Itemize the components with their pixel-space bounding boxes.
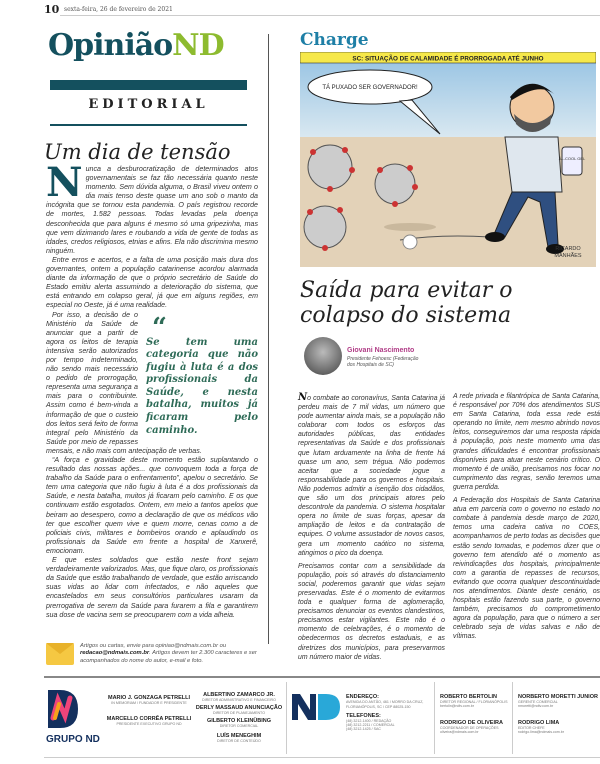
logo-part-opiniao: Opinião <box>48 28 173 63</box>
footer-divider <box>434 682 435 754</box>
alcohol-gel-bottle <box>562 147 582 175</box>
section-bar <box>50 80 247 90</box>
contact-email-link[interactable]: redacao@ndmais.com.br <box>80 650 150 657</box>
footer-bottom-rule <box>44 757 600 758</box>
top-rule <box>60 15 600 16</box>
article-paragraph: Precisamos contar com a sensibilidade da população, pois só através do distanciamento social, poderemos garantir que vidas sejam preservadas. Este é o momento de evitarmos toda e qualquer forma de aglomeração, precisamos denunciar os eventos clandestinos, precisamos estar vigilantes. Este não é o momento de celebrações, é o momento de obedecermos os decretos estaduais, e as diretrizes dos municípios, para preservarmos um número maior de vidas. <box>298 562 445 661</box>
cartoon <box>300 52 596 267</box>
editorial-paragraph: Entre erros e acertos, e a falta de uma posição mais dura dos governantes, ontem a população catarinense acordou alarmada diante da informação de que o próprio secretário de Saúde do Estado emitiu alerta assumindo a deterioração do sistema, que está entrando em colapso geral, já que em alguns regiões, em especial no Oeste, já é uma realidade. <box>46 255 258 310</box>
charge-label: Charge <box>300 30 369 50</box>
article-title: Saída para evitar o colapso do sistema <box>300 278 513 328</box>
envelope-icon <box>46 643 74 665</box>
footer-staff: RODRIGO DE OLIVEIRA COORDENADOR DE OPERAÇÕES oliveira@ndmais.com.br <box>440 720 503 734</box>
article-paragraph: A rede privada e filantrópica de Santa Catarina, é responsável por 70% dos atendimentos SUS em Santa Catarina, toda essa rede está operando no limite, nem mesmo abrindo novos leitos, conseguiremos dar uma resposta rápida à população, pois neste momento uma das grandes dificuldades é encontrar profissionais disponíveis para atuar neste cenário crítico. O momento é de união, precisamos nos focar no cumprimento das regras, senão teremos uma guerra perdida. <box>453 393 600 491</box>
editorial-label: EDITORIAL <box>88 97 209 112</box>
issue-date: sexta-feira, 26 de fevereiro de 2021 <box>64 6 173 13</box>
footer-divider <box>512 682 513 754</box>
author-photo <box>304 337 342 375</box>
staff-email[interactable]: nmoretti@ndtv.com.br <box>518 704 554 708</box>
editorial-paragraph: E que estes soldados que estão neste front sejam verdadeiramente valorizados. Mas, que fique claro, os profissionais da Saúde que estão trabalhando de verdade, que estão arriscando suas vidas ao lidar com infectados, e não aqueles que encastelados em seus consultórios particulares usaram da prerrogativa de serem da Saúde para furarem a fila e garantirem sua dose de vacina sem se preocuparem com a vida alheia. <box>46 556 258 619</box>
editorial-paragraph: Nunca a desburocratização de determinados atos governamentais se faz tão necessária quanto neste momento. Sem dúvida alguma, o Brasil viveu ontem o dia mais tenso deste quase um ano sob o manto da incógnita que se tornou esta pandemia. O país registrou recorde de mortes, 1.582 pessoas. Todas levadas pela doença desconhecida que para alguns é mesmo só uma gripezinha, mas que vem dizimando lares e roubando a vida de gente de todas as idades, credos religiosos, etnias e afins. Ela não discrimina mesmo ninguém. <box>46 159 258 255</box>
footer-person: ALBERTINO ZAMARCO JR. DIRETOR ADMINISTRATIVO E FINANCEIRO <box>202 692 276 702</box>
footer-address: ENDEREÇO: AVENIDA DO ANTÃO, 461 / MORRO DA CRUZ, FLORIANÓPOLIS, SC / CEP 88025-150 TELEFONES: (48) 3212-1400 / REDAÇÃO (48) 3212-2211 / COMERCIAL (48) 3212-1425 / SAC <box>346 694 424 732</box>
footer-person: MARCELLO CORRÊA PETRELLI PRESIDENTE EXECUTIVO GRUPO ND <box>106 716 192 726</box>
column-divider <box>268 34 269 644</box>
cartoonist-signature: MANHÃES <box>554 253 582 259</box>
pull-quote: “ Se tem uma categoria que não fugiu à luta é a dos profissionais da Saúde, e nesta batalha, muitos já ficaram pelo caminho. <box>146 312 258 436</box>
footer-person: DERLY MASSAUD ANUNCIAÇÃO DIRETOR DE PLANEJAMENTO <box>195 705 283 715</box>
dust-cloud <box>403 235 417 249</box>
drop-cap: N <box>46 159 83 206</box>
footer-divider <box>286 682 287 754</box>
drop-cap: N <box>298 392 308 403</box>
article-paragraph: A Federação dos Hospitais de Santa Catarina atua em parceria com o governo no estado no combate à pandemia desde março de 2020, temos uma cadeira cativa no COES, acompanhamos de perto todas as decisões que estão sendo tomadas, e podemos dizer que o governo tem atendido até o momento as reivindicações dos hospitais, principalmente com a garantia de repasses de recursos, evitando que ocorra qualquer descontinuidade nos atendimentos. Diante deste cenário, os hospitais estão fazendo sua parte, o governo também, precisamos do comprometimento agora da população, para que o número a ser celebrado seja de vidas salvas e não de vítimas. <box>453 497 600 641</box>
footer-staff: NORBERTO MORETTI JUNIOR GERENTE COMERCIAL nmoretti@ndtv.com.br <box>518 694 598 708</box>
author-name: Giovani Nascimento <box>347 347 415 354</box>
footer-staff: RODRIGO LIMA EDITOR CHEFE rodrigo.lima@ndmais.com.br <box>518 720 564 734</box>
staff-email[interactable]: oliveira@ndmais.com.br <box>440 730 479 734</box>
editorial-paragraph: “A força e gravidade deste momento estão suplantando o resultado das nossas ações... que convoquem toda a força de trabalho da Saúde para o enfrentamento”, apelou o secretário. Se tem uma categoria que não fugiu à luta é a dos profissionais da Saúde, e nesta batalha, muitos já ficaram pelo caminho. E os que continuam estão esgotados. Ontem, em meio a tantos apelos que beiram ao desespero, como a declaração de que os médicos vão ter que escolher quem vive e quem morre, cenas como a de policiais civis, militares e bombeiros orando e aplaudindo os profissionais da Saúde em frente a hospital de Xanxerê, emocionam. <box>46 456 258 555</box>
nd-logo <box>292 694 340 724</box>
cartoon-headline: SC: SITUAÇÃO DE CALAMIDADE É PRORROGADA ATÉ JUNHO <box>352 55 544 63</box>
page-number: 10 <box>44 3 60 16</box>
author-role: Presidente Fehoesc (Federação dos Hospitais de SC) <box>347 356 419 368</box>
footer-person: GILBERTO KLEINÜBING DIRETOR COMERCIAL <box>206 718 272 728</box>
grupo-nd-logo <box>46 688 78 734</box>
speech-text: TÁ PUXADO SER GOVERNADOR! <box>322 85 418 91</box>
cartoonist-signature: RICARDO <box>555 246 581 252</box>
footer-rule <box>44 676 600 678</box>
editorial-title: Um dia de tensão <box>44 140 231 164</box>
footer-person: MARIO J. GONZAGA PETRELLI IN MEMORIAM / FUNDADOR E PRESIDENTE <box>108 695 190 705</box>
section-logo <box>48 28 224 63</box>
grupo-nd-name: GRUPO ND <box>46 734 100 745</box>
quote-mark-icon: “ <box>152 312 167 343</box>
editorial-rule <box>50 124 247 126</box>
staff-email[interactable]: rodrigo.lima@ndmais.com.br <box>518 730 564 734</box>
footer-staff: ROBERTO BERTOLIN DIRETOR REGIONAL / FLORIANÓPOLIS bertolin@ndtv.com.br <box>440 694 508 708</box>
article-paragraph: No combate ao coronavírus, Santa Catarina já perdeu mais de 7 mil vidas, um número que pode aumentar ainda mais, se a população não colaborar com todos os esforços das autoridades públicas, das entidades representativas da Saúde e dos profissionais que lutam arduamente na linha de frente há quase um ano, sem trégua. Não podemos aceitar que a sociedade jogue a responsabilidade para os governos e hospitais. Não podemos admitir a isenção dos cidadãos, que são um dos principais atores pelo descontrole da pandemia. O sistema hospitalar opera no limite de suas forças, apesar da ampliação de leitos e da contratação de equipes. O volume assustador de novos casos, gera um momento caótico no sistema, atingimos o pico da doença. <box>298 392 445 557</box>
editorial-paragraph: “ Se tem uma categoria que não fugiu à luta é a dos profissionais da Saúde, e nesta batalha, muitos já ficaram pelo caminho. Por isso, a decisão de o Ministério da Saúde de anunciar que a partir de agora os leitos de terapia intensiva serão autorizados por tempo indeterminado, não sendo mais necessário o pedido de prorrogação, representa uma segurança a mais para o contribuinte. Assim como é bem-vinda a informação de que o custeio dos leitos será feito de forma integral pelo Ministério da Saúde por meio de repasses mensais, e não mais com antecipação de verbas. <box>46 310 258 455</box>
staff-email[interactable]: bertolin@ndtv.com.br <box>440 704 474 708</box>
logo-part-nd: ND <box>172 28 224 63</box>
svg-text:ÁL-COOL GEL: ÁL-COOL GEL <box>558 156 586 161</box>
footer-person: LUÍS MENEGHIM DIRETOR DE CONTEÚDO <box>216 733 262 743</box>
article-body <box>298 392 600 664</box>
editorial-body <box>46 159 258 620</box>
contact-note: Artigos ou cartas, envie para opiniao@ndmais.com.br ou redacao@ndmais.com.br. Artigos devem ter 2.300 caracteres e ser acompanhados do nome do autor, e-mail e foto. <box>80 643 257 664</box>
